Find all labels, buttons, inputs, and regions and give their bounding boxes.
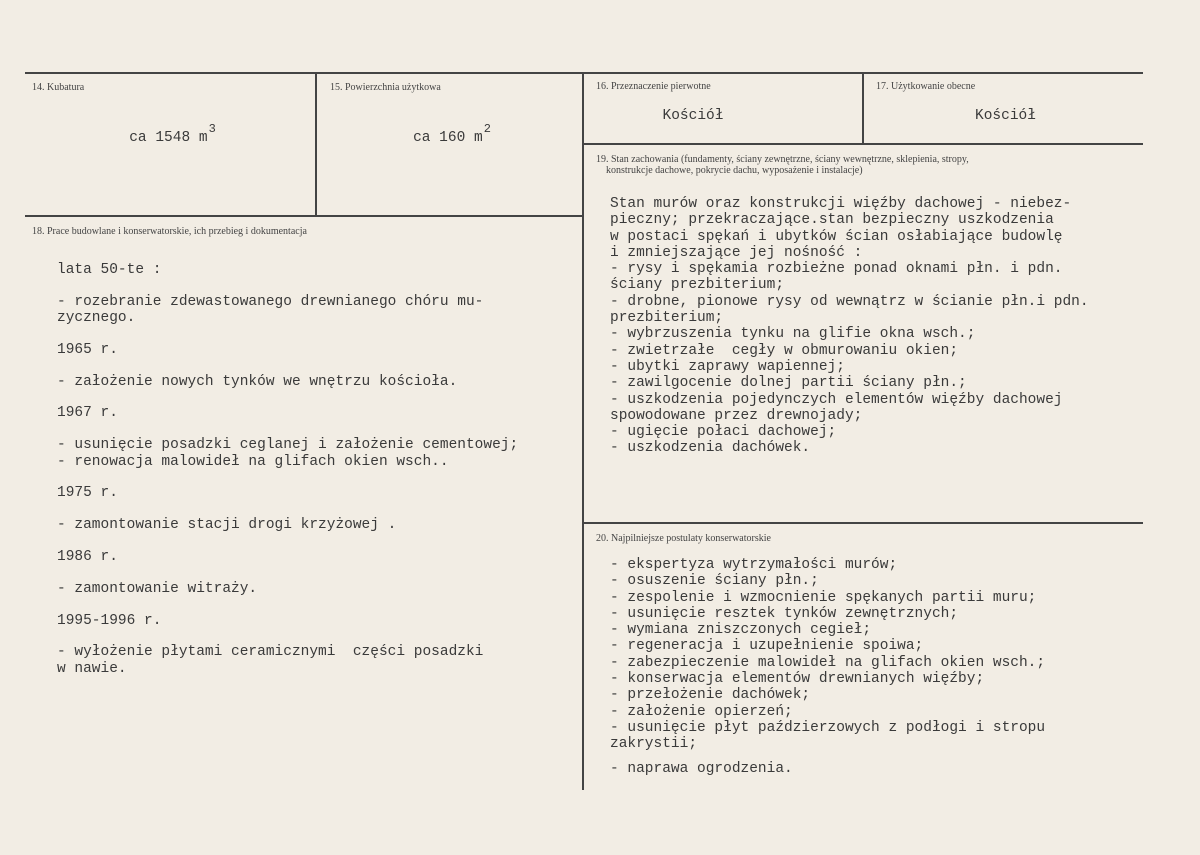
field-20-label: 20. Najpilniejsze postulaty konserwatorskie — [596, 533, 771, 544]
works-entry — [57, 581, 577, 597]
field-14-value — [30, 122, 315, 146]
entry-line: - usunięcie posadzki ceglanej i założenie cementowej; — [57, 437, 519, 454]
works-entry — [57, 374, 577, 390]
rule-above-20 — [583, 522, 1143, 524]
works-entry — [57, 485, 577, 501]
postulate-line: - osuszenie ściany płn.; — [610, 573, 819, 590]
condition-line: - zawilgocenie dolnej partii ściany płn.; — [610, 375, 967, 392]
field-19-label-line-1: 19. Stan zachowania (fundamenty, ściany zewnętrzne, ściany wewnętrzne, sklepienia, stropy, — [596, 154, 969, 165]
entry-line: 1986 r. — [57, 548, 118, 565]
conservation-postulates — [610, 557, 1150, 777]
postulate-line: - usunięcie płyt paździerzowych z podłogi i stropu — [610, 719, 1046, 736]
works-entry — [57, 342, 577, 358]
condition-line: Stan murów oraz konstrukcji więźby dachowej - niebez- — [610, 196, 1072, 212]
entry-line: zycznego. — [57, 310, 136, 327]
entry-line: lata 50-te : — [57, 262, 162, 278]
condition-line: - uszkodzenia pojedynczych elementów więźby dachowej — [610, 391, 1063, 408]
works-entry — [57, 517, 577, 533]
condition-line: - drobne, pionowe rysy od wewnątrz w ścianie płn.i pdn. — [610, 293, 1089, 310]
entry-line: 1995-1996 r. — [57, 612, 162, 629]
works-entry — [57, 262, 577, 278]
divider-16-17 — [862, 74, 864, 144]
entry-line: - wyłożenie płytami ceramicznymi części posadzki — [57, 644, 484, 661]
condition-line: ściany prezbiterium; — [610, 277, 785, 294]
cubature-unit-exponent: 3 — [208, 122, 216, 136]
works-history — [57, 262, 577, 692]
condition-line: pieczny; przekraczające.stan bezpieczny uszkodzenia — [610, 212, 1054, 229]
condition-line: - zwietrzałe cegły w obmurowaniu okien; — [610, 342, 959, 359]
postulate-line: - konserwacja elementów drewnianych więźby; — [610, 671, 985, 688]
works-entry — [57, 437, 577, 470]
condition-line: - rysy i spękamia rozbieżne ponad oknami płn. i pdn. — [610, 261, 1063, 278]
postulate-line: - przełożenie dachówek; — [610, 687, 811, 704]
field-15-value — [322, 122, 582, 146]
condition-line: i zmniejszające jej nośność : — [610, 244, 863, 261]
field-19-label-line-2: konstrukcje dachowe, pokrycie dachu, wyposażenie i instalacje) — [606, 165, 863, 176]
divider-14-15 — [315, 74, 317, 215]
works-entry — [57, 613, 577, 629]
cubature-value: ca 1548 m — [129, 130, 208, 146]
rule-above-18 — [25, 215, 583, 217]
postulate-line: - regeneracja i uzupełnienie spoiwa; — [610, 638, 924, 655]
postulate-line: - ekspertyza wytrzymałości murów; — [610, 557, 898, 573]
condition-line: - wybrzuszenia tynku na glifie okna wsch.; — [610, 326, 976, 343]
condition-line: w postaci spękań i ubytków ścian osłabiające budowlę — [610, 228, 1063, 245]
postulate-line: - założenie opierzeń; — [610, 703, 793, 720]
field-19-label — [596, 154, 1141, 176]
field-16-label: 16. Przeznaczenie pierwotne — [596, 81, 711, 92]
entry-line: 1965 r. — [57, 341, 118, 358]
condition-line: - uszkodzenia dachówek. — [610, 440, 811, 457]
postulate-line: - usunięcie resztek tynków zewnętrznych; — [610, 605, 959, 622]
condition-line: spowodowane przez drewnojady; — [610, 407, 863, 424]
condition-line: prezbiterium; — [610, 310, 724, 327]
entry-line: - zamontowanie witraży. — [57, 580, 258, 597]
postulate-line: - naprawa ogrodzenia. — [610, 760, 793, 777]
condition-line: - ugięcie połaci dachowej; — [610, 424, 837, 441]
entry-line: - rozebranie zdewastowanego drewnianego chóru mu- — [57, 293, 484, 310]
field-14-label: 14. Kubatura — [32, 82, 85, 93]
entry-line: - zamontowanie stacji drogi krzyżowej . — [57, 517, 397, 534]
works-entry — [57, 294, 577, 327]
top-rule — [25, 72, 1143, 74]
entry-line: 1967 r. — [57, 405, 118, 422]
works-entry — [57, 405, 577, 421]
works-entry — [57, 644, 577, 677]
works-entry — [57, 549, 577, 565]
field-17-label: 17. Użytkowanie obecne — [876, 81, 976, 92]
postulate-line: zakrystii; — [610, 736, 698, 753]
area-unit-exponent: 2 — [483, 122, 491, 136]
field-15-label: 15. Powierzchnia użytkowa — [330, 82, 441, 93]
area-value: ca 160 m — [413, 130, 483, 146]
main-column-divider — [582, 74, 584, 790]
condition-description — [610, 196, 1150, 457]
entry-line: 1975 r. — [57, 485, 118, 502]
postulate-line: - zespolenie i wzmocnienie spękanych partii muru; — [610, 589, 1037, 606]
postulate-line: - wymiana zniszczonych cegieł; — [610, 622, 872, 639]
entry-line: - renowacja malowideł na glifach okien wsch.. — [57, 453, 449, 470]
entry-line: - założenie nowych tynków we wnętrzu kościoła. — [57, 373, 458, 390]
condition-line: - ubytki zaprawy wapiennej; — [610, 358, 845, 375]
postulate-line: - zabezpieczenie malowideł na glifach okien wsch.; — [610, 654, 1046, 671]
current-use-value: Kościół — [975, 108, 1036, 124]
original-purpose-value: Kościół — [662, 108, 724, 124]
entry-line: w nawie. — [57, 660, 127, 677]
field-18-label: 18. Prace budowlane i konserwatorskie, ich przebieg i dokumentacja — [32, 226, 307, 237]
